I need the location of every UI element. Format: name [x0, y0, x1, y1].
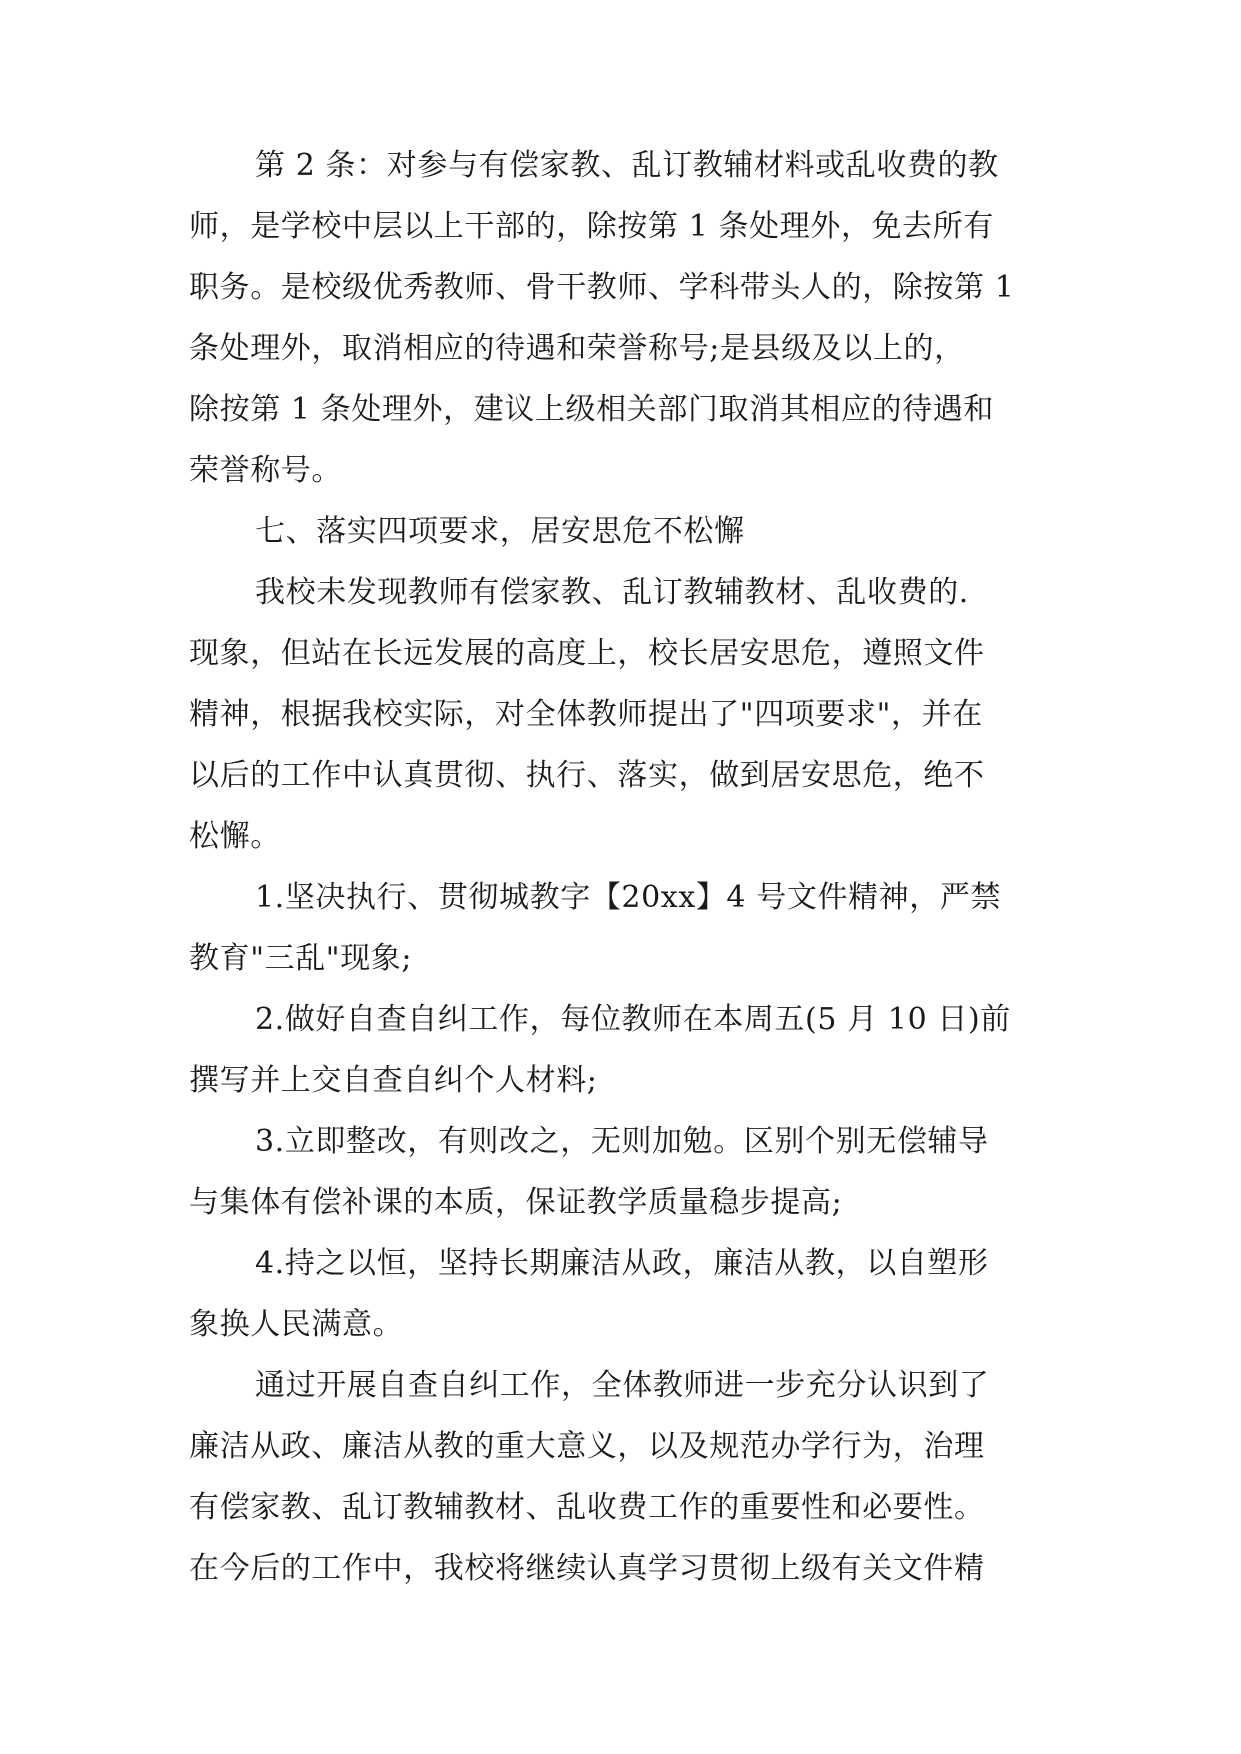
text-line: 职务。是校级优秀教师、骨干教师、学科带头人的，除按第 1: [189, 270, 1015, 305]
text-line: 精神，根据我校实际，对全体教师提出了"四项要求"，并在: [189, 697, 983, 732]
text-line: 除按第 1 条处理外，建议上级相关部门取消其相应的待遇和: [189, 392, 994, 427]
text-line: 现象，但站在长远发展的高度上，校长居安思危，遵照文件: [189, 636, 985, 671]
text-line: 有偿家教、乱订教辅教材、乱收费工作的重要性和必要性。: [189, 1490, 985, 1525]
text-line: 廉洁从政、廉洁从教的重大意义，以及规范办学行为，治理: [189, 1429, 985, 1464]
list-item-line: 1.坚决执行、贯彻城教字【20xx】4 号文件精神，严禁: [255, 880, 1002, 915]
text-line: 通过开展自查自纠工作，全体教师进一步充分认识到了: [255, 1368, 990, 1403]
text-line: 我校未发现教师有偿家教、乱订教辅教材、乱收费的.: [255, 575, 969, 610]
list-item-line: 3.立即整改，有则改之，无则加勉。区别个别无偿辅导: [255, 1124, 989, 1159]
text-line: 第 2 条：对参与有偿家教、乱订教辅材料或乱收费的教: [255, 148, 999, 183]
list-item-line: 撰写并上交自查自纠个人材料;: [189, 1063, 598, 1098]
text-line: 师，是学校中层以上干部的，除按第 1 条处理外，免去所有: [189, 209, 994, 244]
list-item-line: 4.持之以恒，坚持长期廉洁从政，廉洁从教，以自塑形: [255, 1246, 989, 1281]
list-item-line: 与集体有偿补课的本质，保证教学质量稳步提高;: [189, 1185, 843, 1220]
text-line: 以后的工作中认真贯彻、执行、落实，做到居安思危，绝不: [189, 758, 985, 793]
list-item-line: 象换人民满意。: [189, 1307, 404, 1342]
section-heading: 七、落实四项要求，居安思危不松懈: [255, 514, 745, 549]
list-item-line: 教育"三乱"现象;: [189, 941, 413, 976]
text-line: 荣誉称号。: [189, 453, 342, 488]
list-item-line: 2.做好自查自纠工作，每位教师在本周五(5 月 10 日)前: [255, 1002, 1011, 1037]
text-line: 松懈。: [189, 819, 281, 854]
text-line: 在今后的工作中，我校将继续认真学习贯彻上级有关文件精: [189, 1551, 985, 1586]
text-line: 条处理外，取消相应的待遇和荣誉称号;是县级及以上的，: [189, 331, 965, 366]
